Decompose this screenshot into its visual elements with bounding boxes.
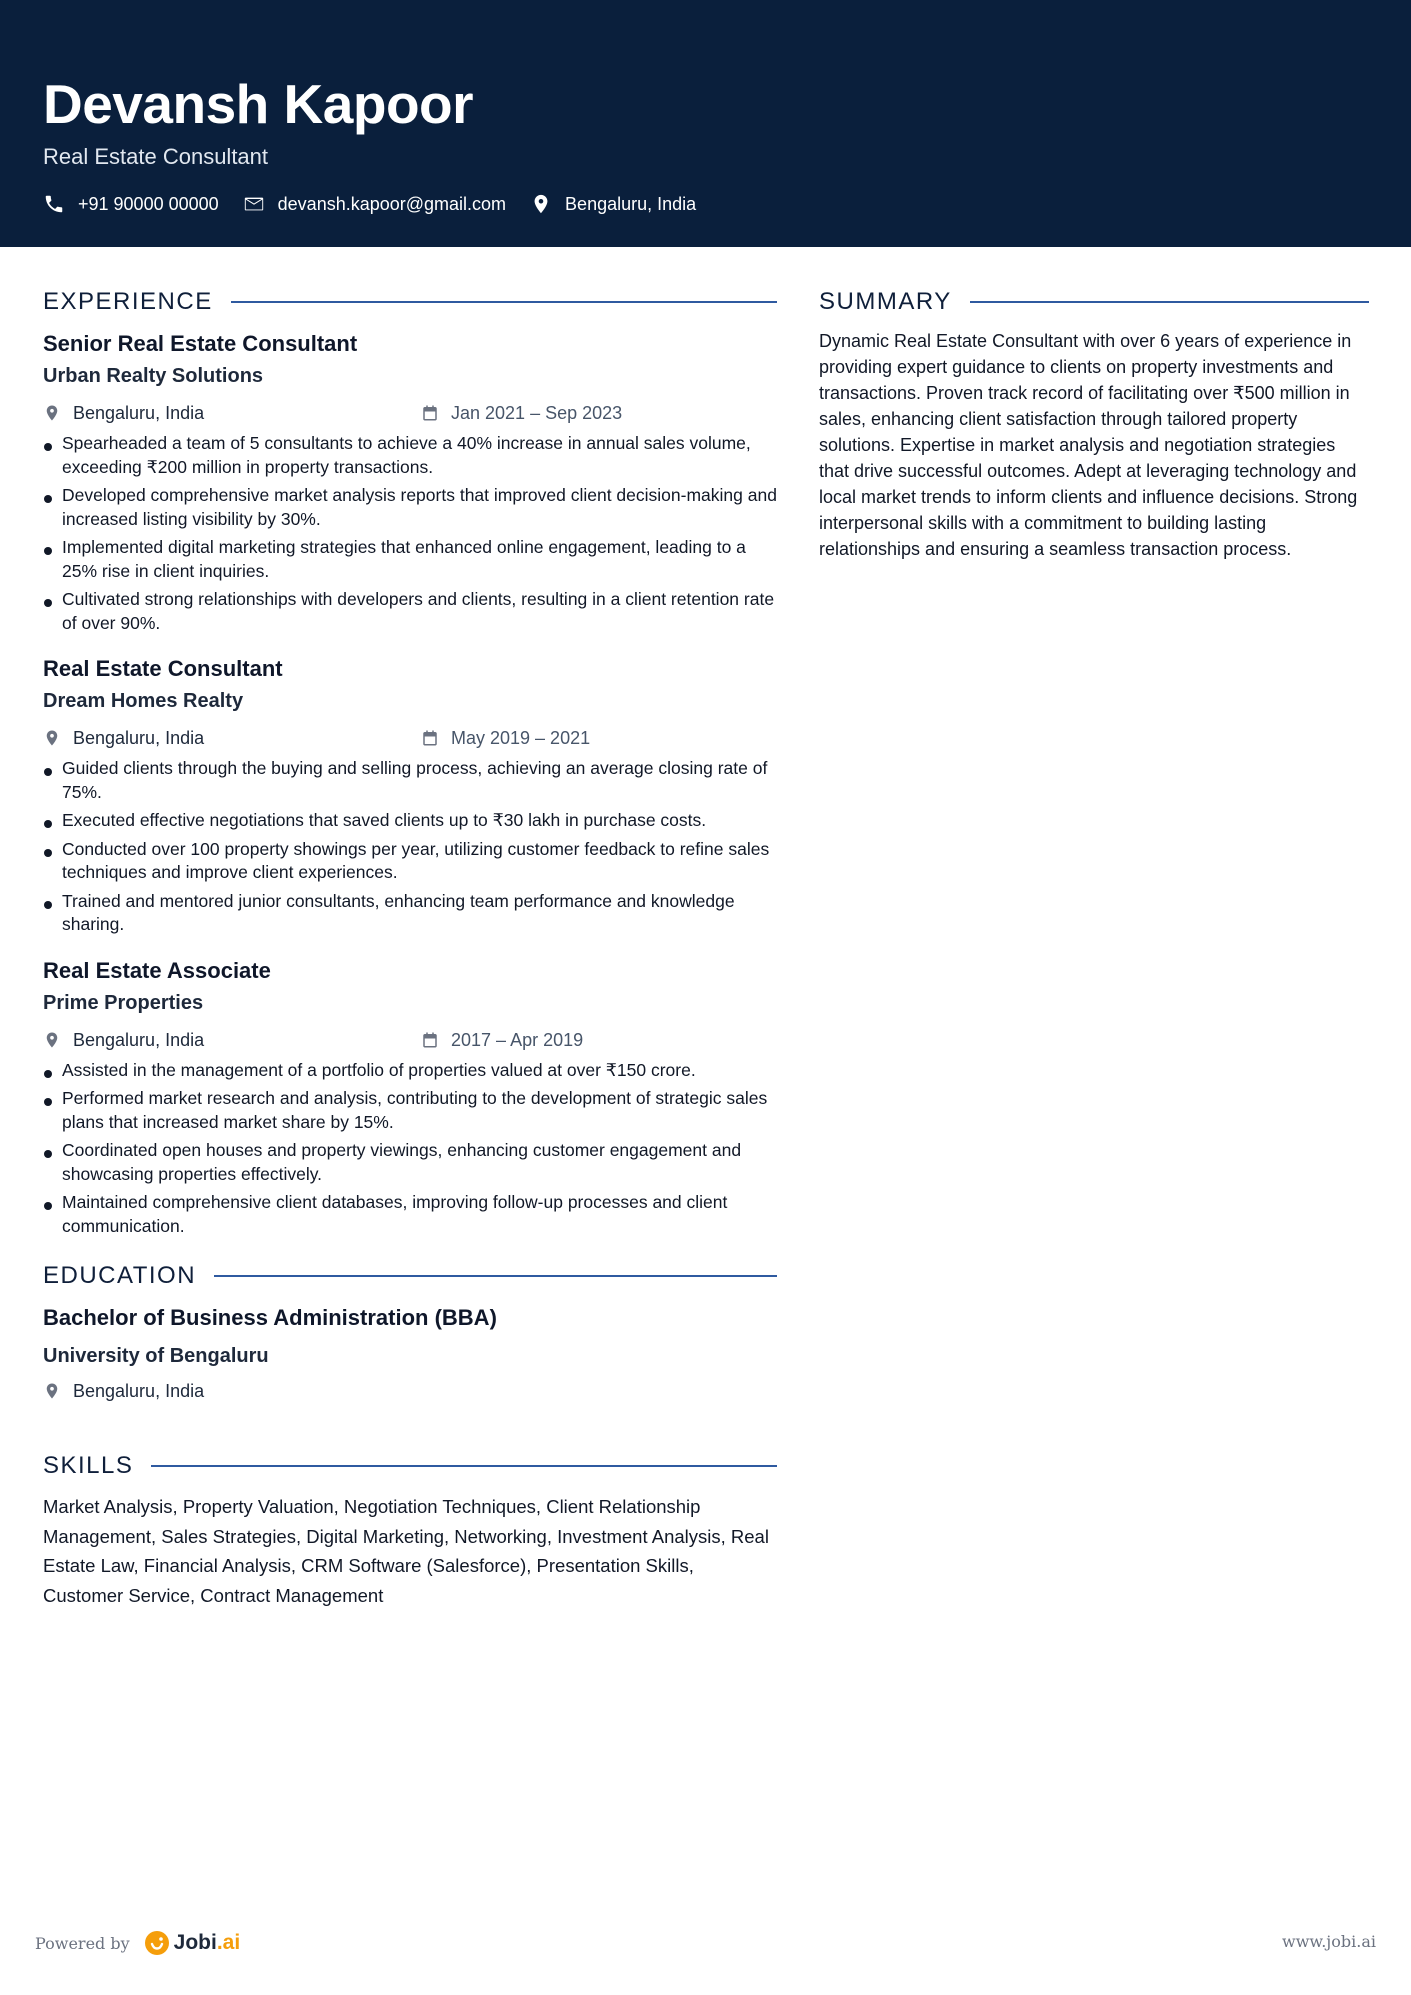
bullet-item: Coordinated open houses and property viewings, enhancing customer engagement and showcasing properties effectively. bbox=[43, 1139, 777, 1186]
jobi-logo-icon bbox=[144, 1930, 170, 1956]
job-location bbox=[43, 723, 204, 753]
brand-main: Jobi bbox=[173, 1931, 217, 1954]
job-dates bbox=[421, 1025, 583, 1055]
map-pin-icon bbox=[530, 193, 552, 215]
bullet-item: Performed market research and analysis, contributing to the development of strategic sales plans that increased market share by 15%. bbox=[43, 1087, 777, 1134]
job-location-text: Bengaluru, India bbox=[73, 1029, 205, 1050]
job-dates bbox=[421, 398, 622, 428]
skills-list: Market Analysis, Property Valuation, Negotiation Techniques, Client Relationship Management, Sales Strategies, Digital Marketing, Networking, Investment Analysis, Real Estate Law, Financial Analysis, CRM Software (Salesforce), Presentation Skills, Customer Service, Contract Management bbox=[43, 1496, 769, 1606]
envelope-icon bbox=[243, 193, 265, 215]
job-dates-text: 2017 – Apr 2019 bbox=[451, 1029, 584, 1050]
section-divider bbox=[231, 301, 777, 303]
bullet-item: Implemented digital marketing strategies that enhanced online engagement, leading to a 25% rise in client inquiries. bbox=[43, 536, 777, 583]
powered-by-label: Powered by bbox=[35, 1933, 130, 1953]
job-meta bbox=[43, 1025, 777, 1055]
job-entry bbox=[43, 955, 777, 1239]
job-bullets bbox=[43, 757, 777, 937]
job-dates-text: Jan 2021 – Sep 2023 bbox=[451, 403, 623, 423]
section-heading bbox=[819, 284, 1369, 320]
bullet-item: Assisted in the management of a portfolio of properties valued at over ₹150 crore. bbox=[43, 1059, 777, 1083]
footer-branding bbox=[35, 1928, 240, 1958]
job-bullets bbox=[43, 432, 777, 635]
job-entry bbox=[43, 653, 777, 937]
bullet-item: Developed comprehensive market analysis reports that improved client decision-making and increased listing visibility by 30%. bbox=[43, 484, 777, 531]
job-meta bbox=[43, 723, 777, 753]
bullet-item: Guided clients through the buying and selling process, achieving an average closing rate of 75%. bbox=[43, 757, 777, 804]
education-section bbox=[43, 1258, 777, 1406]
job-bullets bbox=[43, 1059, 777, 1239]
calendar-icon bbox=[421, 729, 439, 747]
school-name: University of Bengaluru bbox=[43, 1345, 269, 1367]
brand-name[interactable] bbox=[174, 1931, 241, 1955]
contact-row bbox=[43, 191, 720, 217]
section-heading bbox=[43, 1448, 777, 1484]
map-pin-icon bbox=[43, 729, 61, 747]
phone-number: +91 90000 00000 bbox=[78, 193, 219, 214]
section-divider bbox=[151, 1465, 777, 1467]
section-heading bbox=[43, 1258, 777, 1294]
calendar-icon bbox=[421, 1031, 439, 1049]
left-column bbox=[43, 284, 777, 1610]
education-meta bbox=[43, 1376, 777, 1406]
email-address: devansh.kapoor@gmail.com bbox=[277, 193, 507, 214]
job-title: Real Estate Consultant bbox=[43, 656, 283, 681]
contact-phone bbox=[43, 193, 219, 215]
experience-section bbox=[43, 284, 777, 1238]
bullet-item: Conducted over 100 property showings per year, utilizing customer feedback to refine sales techniques and improve client experiences. bbox=[43, 838, 777, 885]
calendar-icon bbox=[421, 404, 439, 422]
section-divider bbox=[970, 301, 1369, 303]
job-location bbox=[43, 398, 204, 428]
resume-header bbox=[0, 0, 1411, 247]
section-title: SUMMARY bbox=[819, 288, 952, 315]
job-dates bbox=[421, 723, 590, 753]
job-location-text: Bengaluru, India bbox=[73, 403, 205, 423]
job-location-text: Bengaluru, India bbox=[73, 728, 205, 748]
right-column bbox=[819, 284, 1369, 562]
job-entry bbox=[43, 328, 777, 635]
section-heading bbox=[43, 284, 777, 320]
job-title: Real Estate Associate bbox=[43, 957, 271, 983]
job-meta bbox=[43, 398, 777, 428]
company-name: Prime Properties bbox=[43, 991, 204, 1014]
degree-name: Bachelor of Business Administration (BBA) bbox=[43, 1305, 497, 1330]
job-title: Senior Real Estate Consultant bbox=[43, 331, 358, 356]
candidate-name: Devansh Kapoor bbox=[43, 73, 474, 135]
section-title: SKILLS bbox=[43, 1452, 134, 1479]
company-name: Dream Homes Realty bbox=[43, 690, 244, 712]
bullet-item: Trained and mentored junior consultants, enhancing team performance and knowledge sharing. bbox=[43, 890, 777, 937]
map-pin-icon bbox=[43, 1031, 61, 1049]
bullet-item: Spearheaded a team of 5 consultants to achieve a 40% increase in annual sales volume, exceeding ₹200 million in property transactions. bbox=[43, 432, 777, 479]
bullet-item: Maintained comprehensive client databases, improving follow-up processes and client communication. bbox=[43, 1191, 777, 1238]
section-divider bbox=[214, 1275, 777, 1277]
location-text: Bengaluru, India bbox=[565, 193, 697, 214]
education-location bbox=[43, 1376, 204, 1406]
brand-accent: .ai bbox=[216, 1931, 241, 1954]
summary-text: Dynamic Real Estate Consultant with over 6 years of experience in providing expert guidance to clients on property investments and transactions. Proven track record of facilitating over ₹500 million in sales, enhancing client satisfaction through tailored property solutions. Expertise in market analysis and negotiation strategies that drive successful outcomes. Adept at leveraging technology and local market trends to inform clients and influence decisions. Strong interpersonal skills with a commitment to building lasting relationships and ensuring a seamless transaction process. bbox=[819, 331, 1358, 559]
contact-email bbox=[243, 193, 506, 215]
section-title: EXPERIENCE bbox=[43, 288, 213, 315]
map-pin-icon bbox=[43, 404, 61, 422]
bullet-item: Cultivated strong relationships with developers and clients, resulting in a client retention rate of over 90%. bbox=[43, 588, 777, 635]
bullet-item: Executed effective negotiations that saved clients up to ₹30 lakh in purchase costs. bbox=[43, 809, 777, 833]
footer-url[interactable]: www.jobi.ai bbox=[1282, 1932, 1376, 1951]
job-location bbox=[43, 1025, 204, 1055]
summary-section bbox=[819, 284, 1369, 562]
education-entry bbox=[43, 1302, 777, 1406]
job-dates-text: May 2019 – 2021 bbox=[451, 728, 591, 748]
phone-icon bbox=[43, 193, 65, 215]
map-pin-icon bbox=[43, 1382, 61, 1400]
skills-section bbox=[43, 1448, 777, 1610]
education-location-text: Bengaluru, India bbox=[73, 1381, 205, 1401]
company-name: Urban Realty Solutions bbox=[43, 365, 264, 387]
contact-location bbox=[530, 193, 696, 215]
section-title: EDUCATION bbox=[43, 1262, 197, 1289]
candidate-role: Real Estate Consultant bbox=[43, 144, 269, 169]
